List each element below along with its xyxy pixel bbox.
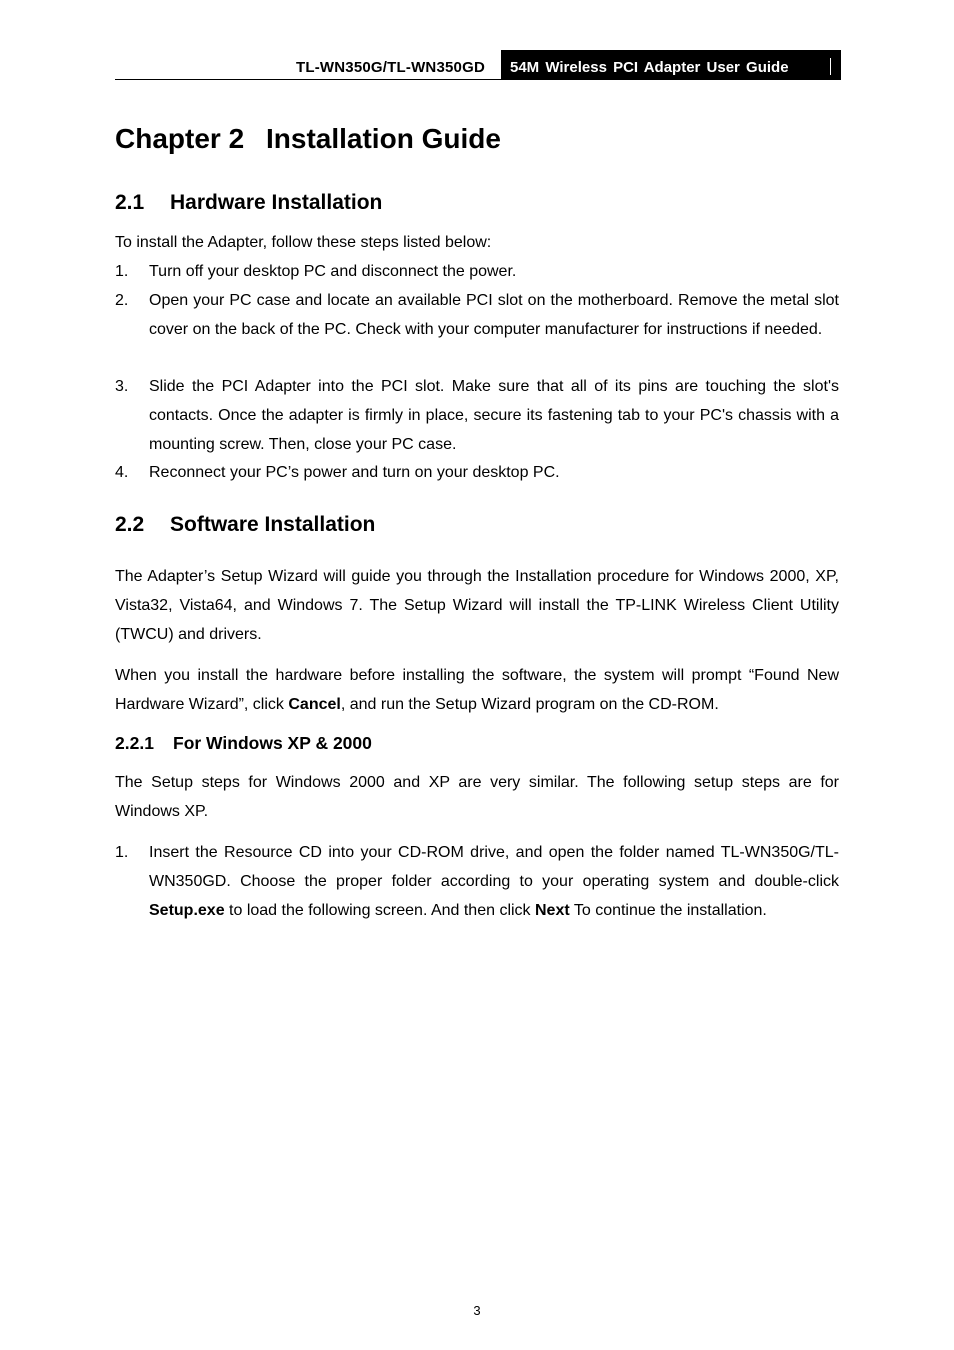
header-cursor-mark — [830, 58, 831, 75]
section-number: 2.2 — [115, 513, 145, 536]
page-number: 3 — [473, 1303, 481, 1318]
section-heading-software — [115, 513, 375, 537]
text-run: Insert the Resource CD into your CD-ROM drive, and open the folder named TL-WN350G/TL-WN350GD. Choose the proper folder according to your operating system and double-click — [149, 844, 839, 890]
section-heading-hardware — [115, 191, 382, 215]
list-item — [115, 257, 839, 286]
header-guide-text: 54M Wireless PCI Adapter User Guide — [510, 59, 789, 76]
section-title: Software Installation — [170, 513, 376, 536]
winxp-paragraph: The Setup steps for Windows 2000 and XP are very similar. The following setup steps are for Windows XP. — [115, 774, 839, 820]
list-text: Slide the PCI Adapter into the PCI slot. Make sure that all of its pins are touching the slot's contacts. Once the adapter is firmly in place, secure its fastening tab to your PC's chassis with a mounting screw. Then, close your PC case. — [149, 378, 839, 453]
chapter-title — [115, 123, 501, 155]
text-run: When you install the hardware before installing the software, the system will prompt “Found New Hardware Wizard”, click — [115, 667, 839, 713]
section-number: 2.1 — [115, 191, 145, 214]
section-title: Hardware Installation — [170, 191, 383, 214]
list-number: 2. — [115, 292, 129, 309]
text-run: to load the following screen. And then click — [224, 902, 535, 919]
list-item — [115, 838, 839, 925]
bold-setup-exe: Setup.exe — [149, 902, 225, 919]
list-number: 4. — [115, 464, 129, 481]
header-guide-title — [501, 50, 841, 79]
page-header — [115, 50, 841, 80]
list-text — [149, 838, 839, 925]
list-item — [115, 286, 839, 344]
bold-cancel: Cancel — [288, 696, 341, 713]
list-number: 3. — [115, 378, 129, 395]
list-text: Turn off your desktop PC and disconnect the power. — [149, 263, 517, 280]
chapter-name: Installation Guide — [266, 123, 501, 154]
subsection-number: 2.2.1 — [115, 733, 154, 753]
subsection-title: For Windows XP & 2000 — [173, 733, 372, 753]
text-run: To continue the installation. — [569, 902, 767, 919]
list-item — [115, 372, 839, 459]
list-text: Reconnect your PC’s power and turn on your desktop PC. — [149, 464, 560, 481]
chapter-number: Chapter 2 — [115, 123, 245, 154]
text-run: , and run the Setup Wizard program on the CD-ROM. — [340, 696, 719, 713]
software-paragraph-2 — [115, 661, 839, 719]
header-model-name: TL-WN350G/TL-WN350GD — [295, 59, 485, 76]
list-number: 1. — [115, 263, 129, 280]
list-text: Open your PC case and locate an available PCI slot on the motherboard. Remove the metal slot cover on the back of the PC. Check with your computer manufacturer for instructions if needed. — [149, 292, 839, 338]
software-paragraph-1: The Adapter’s Setup Wizard will guide you through the Installation procedure for Windows 2000, XP, Vista32, Vista64, and Windows 7. The Setup Wizard will install the TP-LINK Wireless Client Utility (TWCU) and drivers. — [115, 568, 839, 643]
bold-next: Next — [535, 902, 570, 919]
list-item — [115, 458, 839, 487]
subsection-heading-winxp — [115, 733, 372, 754]
hardware-intro: To install the Adapter, follow these steps listed below: — [115, 234, 492, 251]
list-number: 1. — [115, 844, 129, 861]
